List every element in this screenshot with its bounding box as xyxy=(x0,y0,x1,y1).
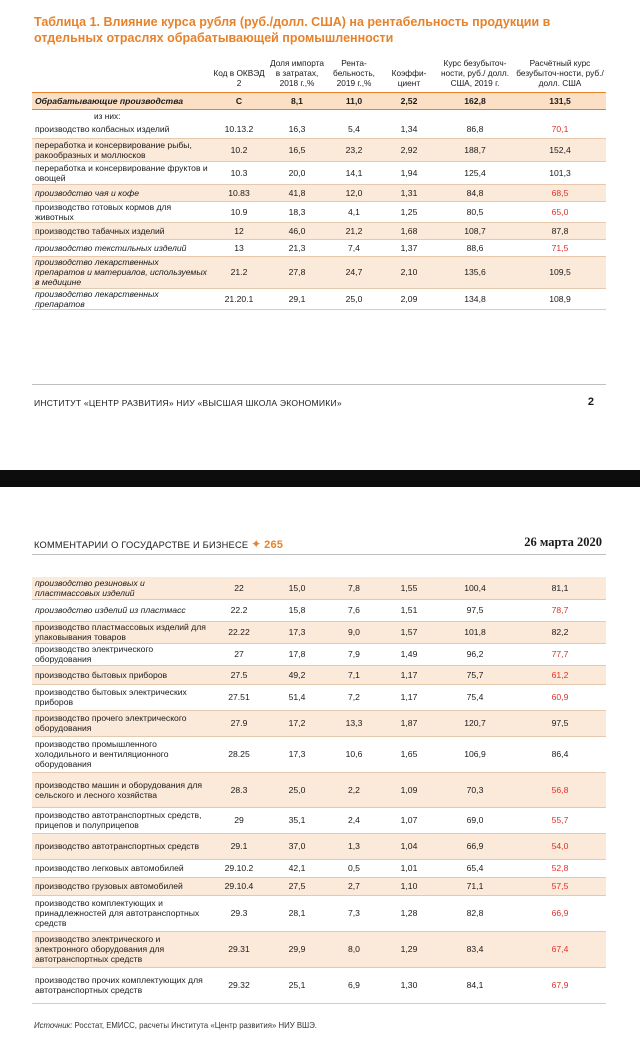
header-divider xyxy=(32,554,606,555)
table-row: производство электрического оборудования 27 17,8 7,9 1,49 96,2 77,7 xyxy=(32,643,606,665)
table-row: производство пластмассовых изделий для упаковывания товаров 22.22 17,3 9,0 1,57 101,8 82,2 xyxy=(32,621,606,643)
table-row-manufacturing: Обрабатывающие производства С 8,1 11,0 2,52 162,8 131,5 xyxy=(32,93,606,110)
table-row: производство прочего электрического оборудования 27.9 17,2 13,3 1,87 120,7 97,5 xyxy=(32,710,606,736)
header-rate-2019: Курс безубыточ-ности, руб./ долл. США, 2019 г. xyxy=(440,58,510,88)
table-row: производство легковых автомобилей 29.10.2 42,1 0,5 1,01 65,4 52,8 xyxy=(32,859,606,877)
table-row: переработка и консервирование рыбы, ракообразных и моллюсков 10.2 16,5 23,2 2,92 188,7 152,4 xyxy=(32,138,606,161)
table-row: производство прочих комплектующих для автотранспортных средств 29.32 25,1 6,9 1,30 84,1 67,9 xyxy=(32,967,606,1003)
header-rate-calc: Расчётный курс безубыточ-ности, руб./ долл. США xyxy=(516,58,604,88)
table-row: производство резиновых и пластмассовых изделий 22 15,0 7,8 1,55 100,4 81,1 xyxy=(32,577,606,599)
table-row: производство готовых кормов для животных 10.9 18,3 4,1 1,25 80,5 65,0 xyxy=(32,201,606,222)
table-row: производство комплектующих и принадлежностей для автотранспортных средств 29.3 28,1 7,3 1,28 82,8 66,9 xyxy=(32,895,606,931)
table-row: производство табачных изделий 12 46,0 21,2 1,68 108,7 87,8 xyxy=(32,222,606,239)
table-title: Таблица 1. Влияние курса рубля (руб./долл. США) на рентабельность продукции в отдельных отраслях обрабатывающей промышленности xyxy=(34,15,551,45)
table-row: производство лекарственных препаратов и материалов, используемых в медицине 21.2 27,8 24,7 2,10 135,6 109,5 xyxy=(32,256,606,288)
table-row: производство текстильных изделий 13 21,3 7,4 1,37 88,6 71,5 xyxy=(32,239,606,256)
table-row: производство лекарственных препаратов 21.20.1 29,1 25,0 2,09 134,8 108,9 xyxy=(32,288,606,309)
page-number: 2 xyxy=(587,396,594,408)
running-header: КОММЕНТАРИИ О ГОСУДАРСТВЕ И БИЗНЕСЕ ✦ 265 xyxy=(34,537,284,551)
table-header-row xyxy=(32,58,606,93)
table-row: производство автотранспортных средств 29.1 37,0 1,3 1,04 66,9 54,0 xyxy=(32,833,606,859)
table-1-part-1 xyxy=(32,58,606,310)
table-row: производство промышленного холодильного и вентиляционного оборудования 28.25 17,3 10,6 1,65 106,9 86,4 xyxy=(32,736,606,772)
header-profit: Рента-бельность, 2019 г.,% xyxy=(333,58,375,88)
page-separator xyxy=(0,470,640,487)
table-sub-label-row: из них: xyxy=(94,110,121,121)
page-3-top xyxy=(0,487,640,1045)
table-1-part-2 xyxy=(32,577,606,1004)
table-row: производство изделий из пластмасс 22.2 15,8 7,6 1,51 97,5 78,7 xyxy=(32,599,606,621)
table-row: производство бытовых приборов 27.5 49,2 7,1 1,17 75,7 61,2 xyxy=(32,665,606,684)
orange-star-icon: ✦ xyxy=(251,537,262,551)
header-import: Доля импорта в затратах, 2018 г.,% xyxy=(270,58,324,88)
table-row: производство электрического и электронного оборудования для автотранспортных средств 29.31 29,9 8,0 1,29 83,4 67,4 xyxy=(32,931,606,967)
table-row: производство автотранспортных средств, прицепов и полуприцепов 29 35,1 2,4 1,07 69,0 55,7 xyxy=(32,807,606,833)
header-coef: Коэффи-циент xyxy=(391,68,427,88)
institute-footer: ИНСТИТУТ «ЦЕНТР РАЗВИТИЯ» НИУ «ВЫСШАЯ ШКОЛА ЭКОНОМИКИ» xyxy=(34,398,342,408)
issue-number: 265 xyxy=(264,539,284,551)
table-row: производство бытовых электрических приборов 27.51 51,4 7,2 1,17 75,4 60,9 xyxy=(32,684,606,710)
table-row: производство грузовых автомобилей 29.10.4 27,5 2,7 1,10 71,1 57,5 xyxy=(32,877,606,895)
footer-divider xyxy=(32,384,606,385)
table-row: производство колбасных изделий 10.13.2 16,3 5,4 1,34 86,8 70,1 xyxy=(32,121,606,138)
table-row: производство машин и оборудования для сельского и лесного хозяйства 28.3 25,0 2,2 1,09 70,3 56,8 xyxy=(32,772,606,807)
header-okved: Код в ОКВЭД 2 xyxy=(213,68,265,88)
table-row: переработка и консервирование фруктов и овощей 10.3 20,0 14,1 1,94 125,4 101,3 xyxy=(32,161,606,184)
table-row: производство чая и кофе 10.83 41,8 12,0 1,31 84,8 68,5 xyxy=(32,184,606,201)
issue-date: 26 марта 2020 xyxy=(524,535,602,549)
source-note: Источник: Росстат, ЕМИСС, расчеты Института «Центр развития» НИУ ВШЭ. xyxy=(34,1021,317,1030)
page-2-top xyxy=(0,0,640,470)
